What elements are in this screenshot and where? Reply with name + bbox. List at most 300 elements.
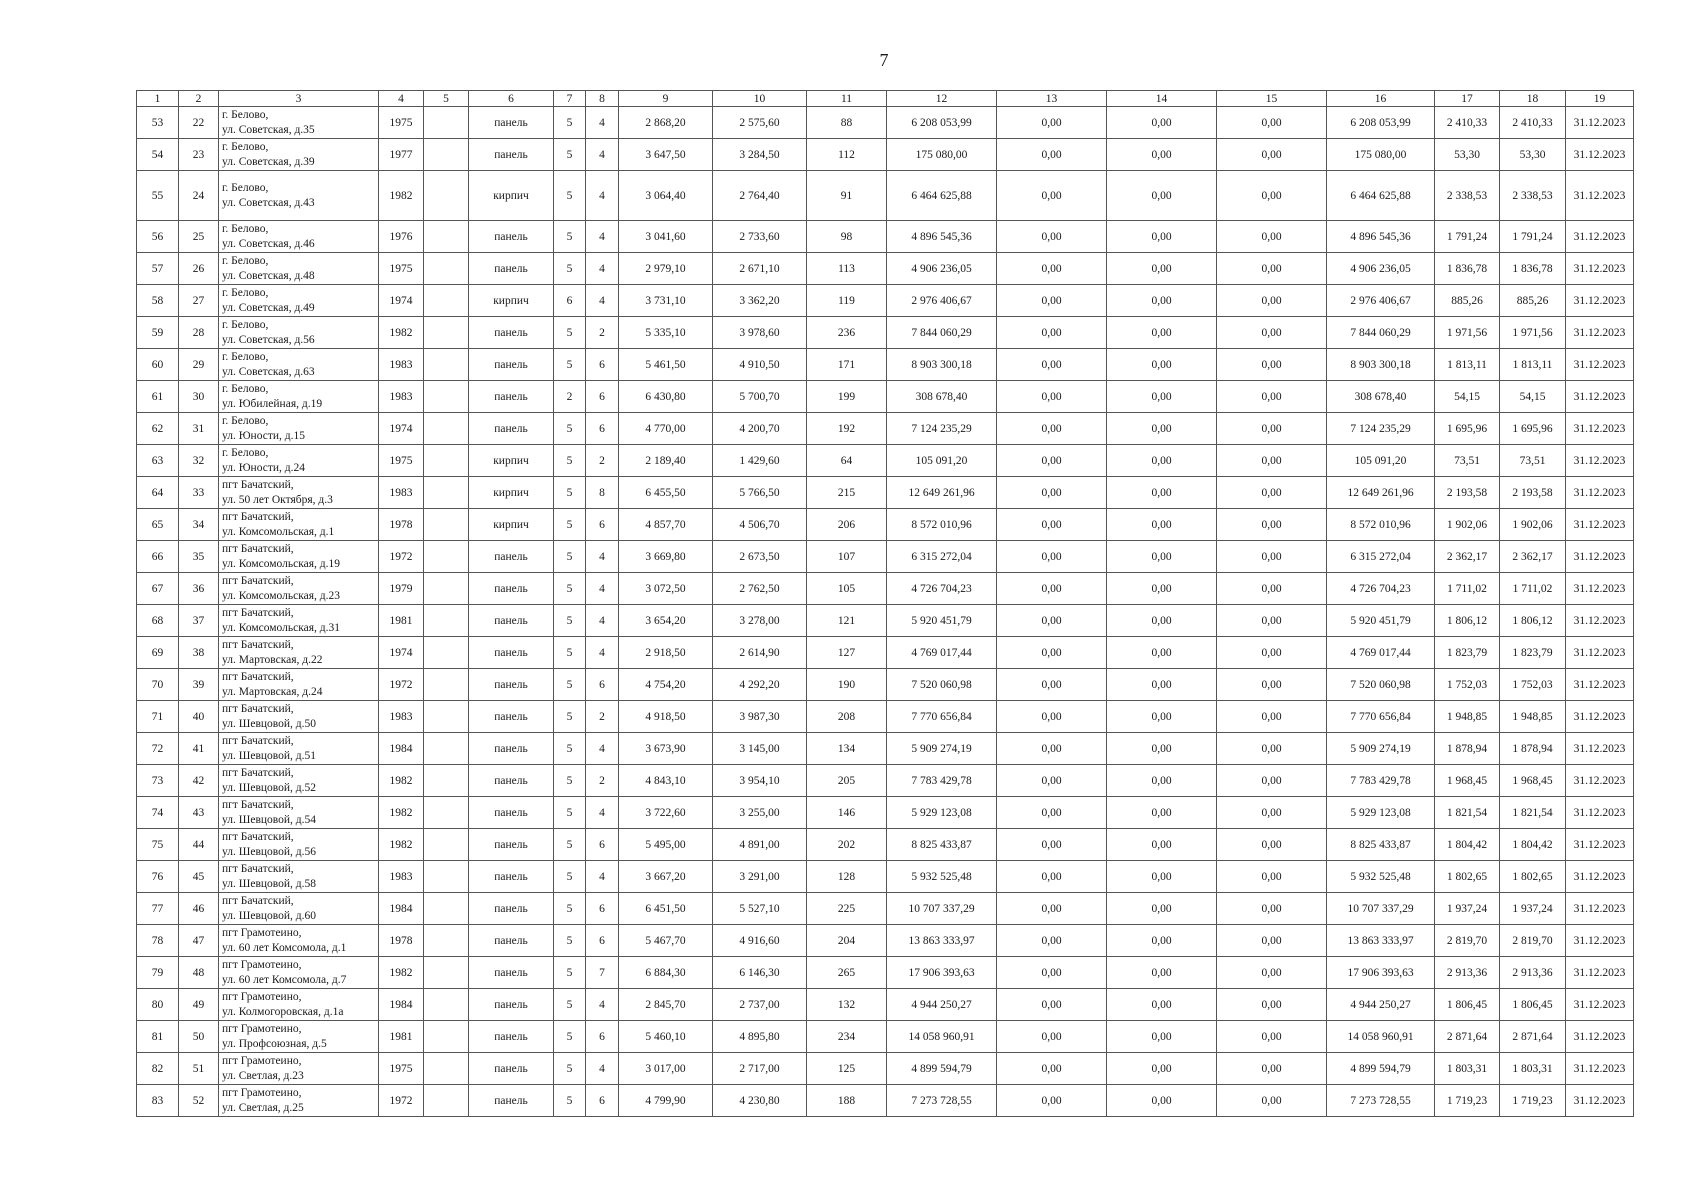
column-number-header: 2 xyxy=(179,91,219,107)
col14-cell: 0,00 xyxy=(1107,445,1217,477)
table-row xyxy=(137,413,1634,445)
col16-cost-cell: 4 944 250,27 xyxy=(1327,989,1435,1021)
address-locality: пгт Бачатский, xyxy=(222,766,294,779)
item-number-cell: 32 xyxy=(179,445,219,477)
year-cell: 1978 xyxy=(379,925,424,957)
address-street: ул. Советская, д.49 xyxy=(222,301,315,314)
wall-material-cell: панель xyxy=(469,221,554,253)
column-number-header: 17 xyxy=(1435,91,1500,107)
table-row xyxy=(137,669,1634,701)
item-number-cell: 24 xyxy=(179,171,219,221)
living-area-cell: 5 527,10 xyxy=(713,893,807,925)
living-area-cell: 4 910,50 xyxy=(713,349,807,381)
wall-material-cell: панель xyxy=(469,733,554,765)
address-cell xyxy=(219,139,379,171)
column-number-row xyxy=(137,91,1634,107)
item-number-cell: 28 xyxy=(179,317,219,349)
column-number-header: 3 xyxy=(219,91,379,107)
living-area-cell: 3 284,50 xyxy=(713,139,807,171)
column-number-header: 9 xyxy=(619,91,713,107)
wall-material-cell: панель xyxy=(469,701,554,733)
column-number-header: 1 xyxy=(137,91,179,107)
entrances-cell: 4 xyxy=(586,221,619,253)
col17-cell: 885,26 xyxy=(1435,285,1500,317)
table-row xyxy=(137,317,1634,349)
col13-cell: 0,00 xyxy=(997,139,1107,171)
col17-cell: 73,51 xyxy=(1435,445,1500,477)
table-row xyxy=(137,1085,1634,1117)
address-locality: пгт Бачатский, xyxy=(222,702,294,715)
address-street: ул. 60 лет Комсомола, д.7 xyxy=(222,973,347,986)
col5-cell xyxy=(424,413,469,445)
col14-cell: 0,00 xyxy=(1107,893,1217,925)
address-street: ул. Шевцовой, д.52 xyxy=(222,781,317,794)
col16-cost-cell: 4 769 017,44 xyxy=(1327,637,1435,669)
total-cost-cell: 8 903 300,18 xyxy=(887,349,997,381)
address-street: ул. 60 лет Комсомола, д.1 xyxy=(222,941,347,954)
residents-cell: 91 xyxy=(807,171,887,221)
deadline-date-cell: 31.12.2023 xyxy=(1566,285,1634,317)
year-cell: 1979 xyxy=(379,573,424,605)
column-number-header: 4 xyxy=(379,91,424,107)
col13-cell: 0,00 xyxy=(997,861,1107,893)
col18-cell: 1 711,02 xyxy=(1500,573,1566,605)
column-number-header: 15 xyxy=(1217,91,1327,107)
address-street: ул. Комсомольская, д.23 xyxy=(222,589,341,602)
table-row xyxy=(137,107,1634,139)
item-number-cell: 25 xyxy=(179,221,219,253)
year-cell: 1982 xyxy=(379,765,424,797)
total-area-cell: 5 495,00 xyxy=(619,829,713,861)
entrances-cell: 4 xyxy=(586,573,619,605)
item-number-cell: 33 xyxy=(179,477,219,509)
total-cost-cell: 6 464 625,88 xyxy=(887,171,997,221)
col17-cell: 53,30 xyxy=(1435,139,1500,171)
total-area-cell: 4 918,50 xyxy=(619,701,713,733)
address-locality: пгт Бачатский, xyxy=(222,574,294,587)
total-cost-cell: 7 770 656,84 xyxy=(887,701,997,733)
entrances-cell: 6 xyxy=(586,829,619,861)
deadline-date-cell: 31.12.2023 xyxy=(1566,765,1634,797)
deadline-date-cell: 31.12.2023 xyxy=(1566,925,1634,957)
col18-cell: 1 836,78 xyxy=(1500,253,1566,285)
item-number-cell: 48 xyxy=(179,957,219,989)
address-locality: пгт Бачатский, xyxy=(222,606,294,619)
row-number-cell: 54 xyxy=(137,139,179,171)
row-number-cell: 74 xyxy=(137,797,179,829)
address-locality: г. Белово, xyxy=(222,108,269,121)
total-cost-cell: 17 906 393,63 xyxy=(887,957,997,989)
deadline-date-cell: 31.12.2023 xyxy=(1566,893,1634,925)
row-number-cell: 64 xyxy=(137,477,179,509)
residents-cell: 98 xyxy=(807,221,887,253)
floors-cell: 5 xyxy=(554,669,586,701)
residents-cell: 199 xyxy=(807,381,887,413)
deadline-date-cell: 31.12.2023 xyxy=(1566,221,1634,253)
wall-material-cell: панель xyxy=(469,861,554,893)
row-number-cell: 82 xyxy=(137,1053,179,1085)
col5-cell xyxy=(424,317,469,349)
address-street: ул. Советская, д.48 xyxy=(222,269,315,282)
address-street: ул. Мартовская, д.22 xyxy=(222,653,323,666)
col17-cell: 1 878,94 xyxy=(1435,733,1500,765)
col5-cell xyxy=(424,893,469,925)
col18-cell: 1 804,42 xyxy=(1500,829,1566,861)
address-cell xyxy=(219,1085,379,1117)
col14-cell: 0,00 xyxy=(1107,1085,1217,1117)
year-cell: 1972 xyxy=(379,1085,424,1117)
col16-cost-cell: 17 906 393,63 xyxy=(1327,957,1435,989)
deadline-date-cell: 31.12.2023 xyxy=(1566,637,1634,669)
total-area-cell: 3 667,20 xyxy=(619,861,713,893)
address-street: ул. Светлая, д.25 xyxy=(222,1101,304,1114)
table-row xyxy=(137,829,1634,861)
table-row xyxy=(137,989,1634,1021)
col16-cost-cell: 5 909 274,19 xyxy=(1327,733,1435,765)
year-cell: 1983 xyxy=(379,701,424,733)
col16-cost-cell: 7 124 235,29 xyxy=(1327,413,1435,445)
table-row xyxy=(137,349,1634,381)
item-number-cell: 27 xyxy=(179,285,219,317)
total-cost-cell: 14 058 960,91 xyxy=(887,1021,997,1053)
col14-cell: 0,00 xyxy=(1107,733,1217,765)
address-cell xyxy=(219,477,379,509)
col5-cell xyxy=(424,1053,469,1085)
year-cell: 1983 xyxy=(379,381,424,413)
residents-cell: 134 xyxy=(807,733,887,765)
address-locality: пгт Бачатский, xyxy=(222,638,294,651)
col17-cell: 1 806,45 xyxy=(1435,989,1500,1021)
floors-cell: 5 xyxy=(554,107,586,139)
address-locality: пгт Грамотеино, xyxy=(222,1022,302,1035)
column-number-header: 5 xyxy=(424,91,469,107)
col18-cell: 1 937,24 xyxy=(1500,893,1566,925)
col17-cell: 1 802,65 xyxy=(1435,861,1500,893)
col13-cell: 0,00 xyxy=(997,445,1107,477)
address-street: ул. Светлая, д.23 xyxy=(222,1069,304,1082)
col18-cell: 2 193,58 xyxy=(1500,477,1566,509)
address-cell xyxy=(219,797,379,829)
residents-cell: 202 xyxy=(807,829,887,861)
total-area-cell: 5 467,70 xyxy=(619,925,713,957)
address-locality: пгт Бачатский, xyxy=(222,830,294,843)
col13-cell: 0,00 xyxy=(997,701,1107,733)
living-area-cell: 3 954,10 xyxy=(713,765,807,797)
residents-cell: 190 xyxy=(807,669,887,701)
address-cell xyxy=(219,349,379,381)
living-area-cell: 4 895,80 xyxy=(713,1021,807,1053)
col17-cell: 1 711,02 xyxy=(1435,573,1500,605)
col14-cell: 0,00 xyxy=(1107,413,1217,445)
address-locality: г. Белово, xyxy=(222,140,269,153)
deadline-date-cell: 31.12.2023 xyxy=(1566,509,1634,541)
deadline-date-cell: 31.12.2023 xyxy=(1566,989,1634,1021)
floors-cell: 5 xyxy=(554,445,586,477)
floors-cell: 5 xyxy=(554,925,586,957)
residents-cell: 236 xyxy=(807,317,887,349)
col14-cell: 0,00 xyxy=(1107,925,1217,957)
address-street: ул. Юбилейная, д.19 xyxy=(222,397,323,410)
deadline-date-cell: 31.12.2023 xyxy=(1566,573,1634,605)
col13-cell: 0,00 xyxy=(997,317,1107,349)
address-street: ул. Юности, д.24 xyxy=(222,461,306,474)
deadline-date-cell: 31.12.2023 xyxy=(1566,701,1634,733)
col15-cell: 0,00 xyxy=(1217,861,1327,893)
col15-cell: 0,00 xyxy=(1217,573,1327,605)
col16-cost-cell: 2 976 406,67 xyxy=(1327,285,1435,317)
item-number-cell: 51 xyxy=(179,1053,219,1085)
year-cell: 1972 xyxy=(379,669,424,701)
col14-cell: 0,00 xyxy=(1107,317,1217,349)
col13-cell: 0,00 xyxy=(997,509,1107,541)
item-number-cell: 22 xyxy=(179,107,219,139)
wall-material-cell: кирпич xyxy=(469,477,554,509)
deadline-date-cell: 31.12.2023 xyxy=(1566,445,1634,477)
col5-cell xyxy=(424,477,469,509)
address-locality: г. Белово, xyxy=(222,446,269,459)
address-street: ул. Мартовская, д.24 xyxy=(222,685,323,698)
item-number-cell: 52 xyxy=(179,1085,219,1117)
address-locality: пгт Бачатский, xyxy=(222,862,294,875)
total-area-cell: 3 041,60 xyxy=(619,221,713,253)
col13-cell: 0,00 xyxy=(997,829,1107,861)
total-area-cell: 2 868,20 xyxy=(619,107,713,139)
floors-cell: 5 xyxy=(554,139,586,171)
floors-cell: 5 xyxy=(554,477,586,509)
address-street: ул. Комсомольская, д.19 xyxy=(222,557,341,570)
entrances-cell: 4 xyxy=(586,253,619,285)
row-number-cell: 57 xyxy=(137,253,179,285)
entrances-cell: 6 xyxy=(586,669,619,701)
year-cell: 1978 xyxy=(379,509,424,541)
item-number-cell: 50 xyxy=(179,1021,219,1053)
col18-cell: 1 813,11 xyxy=(1500,349,1566,381)
address-cell xyxy=(219,733,379,765)
deadline-date-cell: 31.12.2023 xyxy=(1566,829,1634,861)
address-locality: пгт Бачатский, xyxy=(222,510,294,523)
address-street: ул. Шевцовой, д.58 xyxy=(222,877,317,890)
total-cost-cell: 12 649 261,96 xyxy=(887,477,997,509)
living-area-cell: 4 292,20 xyxy=(713,669,807,701)
col16-cost-cell: 5 920 451,79 xyxy=(1327,605,1435,637)
col17-cell: 1 823,79 xyxy=(1435,637,1500,669)
col14-cell: 0,00 xyxy=(1107,541,1217,573)
living-area-cell: 2 737,00 xyxy=(713,989,807,1021)
table-row xyxy=(137,797,1634,829)
col15-cell: 0,00 xyxy=(1217,765,1327,797)
col16-cost-cell: 7 770 656,84 xyxy=(1327,701,1435,733)
col13-cell: 0,00 xyxy=(997,893,1107,925)
entrances-cell: 2 xyxy=(586,765,619,797)
col14-cell: 0,00 xyxy=(1107,285,1217,317)
entrances-cell: 6 xyxy=(586,509,619,541)
table-row xyxy=(137,445,1634,477)
address-street: ул. Шевцовой, д.60 xyxy=(222,909,317,922)
total-cost-cell: 8 572 010,96 xyxy=(887,509,997,541)
item-number-cell: 29 xyxy=(179,349,219,381)
col15-cell: 0,00 xyxy=(1217,221,1327,253)
col18-cell: 1 902,06 xyxy=(1500,509,1566,541)
col15-cell: 0,00 xyxy=(1217,1085,1327,1117)
floors-cell: 5 xyxy=(554,829,586,861)
total-area-cell: 5 460,10 xyxy=(619,1021,713,1053)
row-number-cell: 78 xyxy=(137,925,179,957)
table-row xyxy=(137,509,1634,541)
total-cost-cell: 4 906 236,05 xyxy=(887,253,997,285)
floors-cell: 5 xyxy=(554,797,586,829)
total-area-cell: 3 072,50 xyxy=(619,573,713,605)
total-cost-cell: 10 707 337,29 xyxy=(887,893,997,925)
col5-cell xyxy=(424,1085,469,1117)
floors-cell: 5 xyxy=(554,317,586,349)
col17-cell: 1 821,54 xyxy=(1435,797,1500,829)
col17-cell: 1 902,06 xyxy=(1435,509,1500,541)
col5-cell xyxy=(424,381,469,413)
col17-cell: 1 836,78 xyxy=(1435,253,1500,285)
total-area-cell: 3 654,20 xyxy=(619,605,713,637)
address-street: ул. Советская, д.35 xyxy=(222,123,315,136)
total-area-cell: 2 189,40 xyxy=(619,445,713,477)
col5-cell xyxy=(424,171,469,221)
col5-cell xyxy=(424,349,469,381)
col14-cell: 0,00 xyxy=(1107,349,1217,381)
residents-cell: 105 xyxy=(807,573,887,605)
col18-cell: 2 410,33 xyxy=(1500,107,1566,139)
item-number-cell: 34 xyxy=(179,509,219,541)
row-number-cell: 81 xyxy=(137,1021,179,1053)
total-area-cell: 3 673,90 xyxy=(619,733,713,765)
col5-cell xyxy=(424,925,469,957)
deadline-date-cell: 31.12.2023 xyxy=(1566,1085,1634,1117)
col5-cell xyxy=(424,107,469,139)
total-cost-cell: 4 769 017,44 xyxy=(887,637,997,669)
col16-cost-cell: 12 649 261,96 xyxy=(1327,477,1435,509)
row-number-cell: 60 xyxy=(137,349,179,381)
residents-cell: 112 xyxy=(807,139,887,171)
deadline-date-cell: 31.12.2023 xyxy=(1566,733,1634,765)
col14-cell: 0,00 xyxy=(1107,107,1217,139)
col18-cell: 2 871,64 xyxy=(1500,1021,1566,1053)
deadline-date-cell: 31.12.2023 xyxy=(1566,253,1634,285)
table-row xyxy=(137,765,1634,797)
entrances-cell: 4 xyxy=(586,107,619,139)
address-cell xyxy=(219,701,379,733)
housing-register-table xyxy=(136,90,1634,1117)
item-number-cell: 43 xyxy=(179,797,219,829)
total-area-cell: 6 451,50 xyxy=(619,893,713,925)
entrances-cell: 6 xyxy=(586,925,619,957)
col13-cell: 0,00 xyxy=(997,1053,1107,1085)
col18-cell: 2 338,53 xyxy=(1500,171,1566,221)
address-cell xyxy=(219,989,379,1021)
total-area-cell: 2 845,70 xyxy=(619,989,713,1021)
wall-material-cell: панель xyxy=(469,413,554,445)
col15-cell: 0,00 xyxy=(1217,925,1327,957)
col18-cell: 2 913,36 xyxy=(1500,957,1566,989)
col14-cell: 0,00 xyxy=(1107,139,1217,171)
col13-cell: 0,00 xyxy=(997,381,1107,413)
item-number-cell: 40 xyxy=(179,701,219,733)
col18-cell: 54,15 xyxy=(1500,381,1566,413)
address-locality: г. Белово, xyxy=(222,382,269,395)
year-cell: 1974 xyxy=(379,413,424,445)
address-street: ул. 50 лет Октября, д.3 xyxy=(222,493,333,506)
row-number-cell: 76 xyxy=(137,861,179,893)
wall-material-cell: панель xyxy=(469,797,554,829)
row-number-cell: 80 xyxy=(137,989,179,1021)
col17-cell: 2 913,36 xyxy=(1435,957,1500,989)
address-locality: г. Белово, xyxy=(222,222,269,235)
col15-cell: 0,00 xyxy=(1217,381,1327,413)
col14-cell: 0,00 xyxy=(1107,797,1217,829)
column-number-header: 12 xyxy=(887,91,997,107)
living-area-cell: 3 362,20 xyxy=(713,285,807,317)
wall-material-cell: панель xyxy=(469,349,554,381)
entrances-cell: 6 xyxy=(586,381,619,413)
col18-cell: 885,26 xyxy=(1500,285,1566,317)
col13-cell: 0,00 xyxy=(997,477,1107,509)
item-number-cell: 41 xyxy=(179,733,219,765)
col16-cost-cell: 4 726 704,23 xyxy=(1327,573,1435,605)
col14-cell: 0,00 xyxy=(1107,637,1217,669)
row-number-cell: 69 xyxy=(137,637,179,669)
col5-cell xyxy=(424,701,469,733)
col13-cell: 0,00 xyxy=(997,733,1107,765)
address-locality: г. Белово, xyxy=(222,286,269,299)
total-area-cell: 5 461,50 xyxy=(619,349,713,381)
residents-cell: 234 xyxy=(807,1021,887,1053)
row-number-cell: 77 xyxy=(137,893,179,925)
address-cell xyxy=(219,765,379,797)
deadline-date-cell: 31.12.2023 xyxy=(1566,477,1634,509)
living-area-cell: 2 764,40 xyxy=(713,171,807,221)
col5-cell xyxy=(424,253,469,285)
total-cost-cell: 6 208 053,99 xyxy=(887,107,997,139)
col18-cell: 2 362,17 xyxy=(1500,541,1566,573)
address-cell xyxy=(219,573,379,605)
residents-cell: 125 xyxy=(807,1053,887,1085)
wall-material-cell: панель xyxy=(469,1021,554,1053)
col17-cell: 1 948,85 xyxy=(1435,701,1500,733)
col17-cell: 1 971,56 xyxy=(1435,317,1500,349)
col17-cell: 1 695,96 xyxy=(1435,413,1500,445)
column-number-header: 10 xyxy=(713,91,807,107)
year-cell: 1974 xyxy=(379,285,424,317)
address-locality: пгт Грамотеино, xyxy=(222,926,302,939)
address-cell xyxy=(219,1021,379,1053)
address-locality: г. Белово, xyxy=(222,254,269,267)
col17-cell: 2 871,64 xyxy=(1435,1021,1500,1053)
entrances-cell: 4 xyxy=(586,733,619,765)
address-cell xyxy=(219,107,379,139)
col17-cell: 1 806,12 xyxy=(1435,605,1500,637)
total-area-cell: 4 799,90 xyxy=(619,1085,713,1117)
col18-cell: 1 823,79 xyxy=(1500,637,1566,669)
deadline-date-cell: 31.12.2023 xyxy=(1566,541,1634,573)
col5-cell xyxy=(424,957,469,989)
address-street: ул. Юности, д.15 xyxy=(222,429,306,442)
entrances-cell: 4 xyxy=(586,637,619,669)
total-cost-cell: 308 678,40 xyxy=(887,381,997,413)
col14-cell: 0,00 xyxy=(1107,381,1217,413)
year-cell: 1975 xyxy=(379,107,424,139)
item-number-cell: 35 xyxy=(179,541,219,573)
col16-cost-cell: 13 863 333,97 xyxy=(1327,925,1435,957)
total-area-cell: 6 455,50 xyxy=(619,477,713,509)
col17-cell: 1 803,31 xyxy=(1435,1053,1500,1085)
total-area-cell: 4 857,70 xyxy=(619,509,713,541)
col18-cell: 1 968,45 xyxy=(1500,765,1566,797)
